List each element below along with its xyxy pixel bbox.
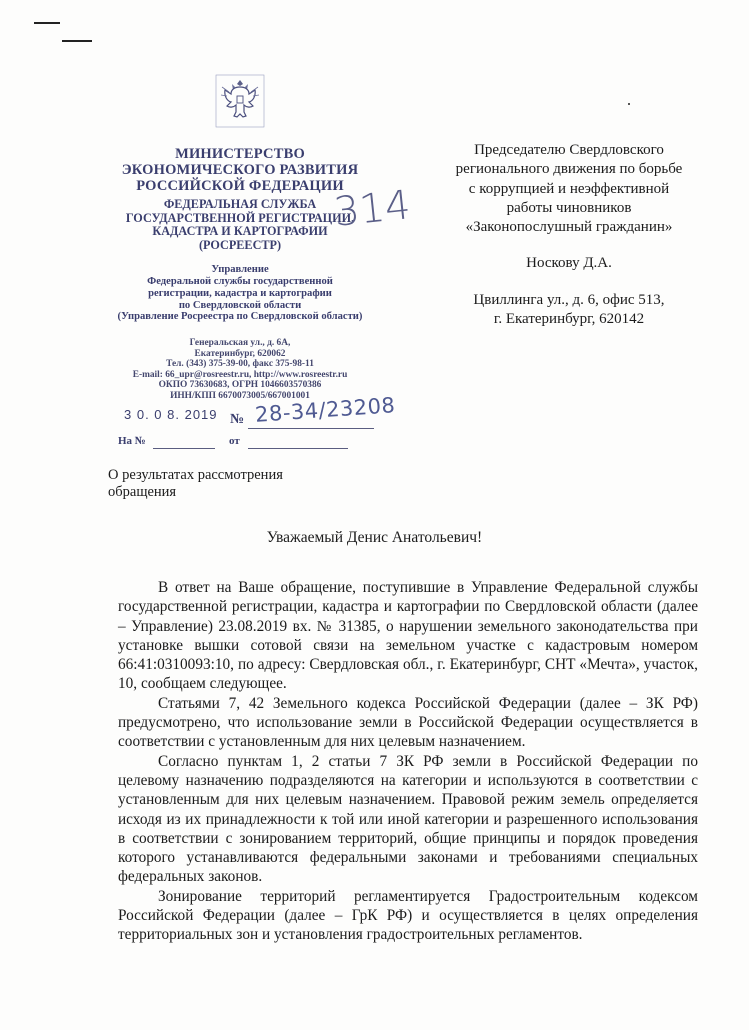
contact-line: Тел. (343) 375-39-00, факс 375-98-11 <box>166 359 314 370</box>
service-line: ФЕДЕРАЛЬНАЯ СЛУЖБА <box>163 197 317 211</box>
date-stamp: 3 0. 0 8. 2019 <box>124 407 218 422</box>
ministry-line: ЭКОНОМИЧЕСКОГО РАЗВИТИЯ <box>121 162 359 179</box>
handwritten-mark: 314 <box>331 182 413 236</box>
salutation: Уважаемый Денис Анатольевич! <box>266 529 483 546</box>
recipient-block <box>440 141 698 329</box>
contact-line: ИНН/КПП 6670073005/667001001 <box>170 390 310 401</box>
department-line: Федеральной службы государственной <box>147 275 333 287</box>
reference-number-line <box>153 448 215 449</box>
ministry-line: МИНИСТЕРСТВО <box>175 146 305 162</box>
department-line: Управление <box>211 264 269 275</box>
ministry-line: РОССИЙСКОЙ ФЕДЕРАЦИИ <box>136 178 344 195</box>
department-name <box>92 264 388 323</box>
sender-contacts <box>92 338 388 401</box>
ministry-name <box>92 146 388 195</box>
subject-line: обращения <box>108 484 177 500</box>
reference-number-label: На № <box>118 435 146 447</box>
handwritten-outgoing-number: 28-34/23208 <box>254 393 397 427</box>
recipient-org-line: с коррупцией и неэффективной <box>468 180 670 197</box>
service-line: КАДАСТРА И КАРТОГРАФИИ <box>152 224 328 239</box>
service-line: (РОСРЕЕСТР) <box>199 237 281 252</box>
scan-mark-bottom <box>62 40 92 42</box>
body-paragraph: Статьями 7, 42 Земельного кодекса Российской Федерации (далее – ЗК РФ) предусмотрено, что использование земли в Российской Федерации осуществляется в соответствии с установленным для них целевым назначением. <box>118 694 698 751</box>
number-sign: № <box>230 412 245 427</box>
department-line: (Управление Росреестра по Свердловской области) <box>117 311 363 323</box>
recipient-address-line: г. Екатеринбург, 620142 <box>493 311 645 328</box>
reference-from-row <box>229 435 240 447</box>
body-paragraph: Согласно пунктам 1, 2 статьи 7 ЗК РФ земли в Российской Федерации по целевому назначению подразделяются на категории и используются в соответствии с установленным для них целевым назначением. Правовой режим земель определяется исходя из их принадлежности к той или иной категории и разрешенного использования в соответствии с зонированием территорий, общие принципы и порядок проведения которого устанавливаются федеральными законами и требованиями специальных федеральных законов. <box>118 752 698 886</box>
coat-of-arms-icon <box>215 74 265 128</box>
department-line: по Свердловской области <box>178 299 302 311</box>
subject-line: О результатах рассмотрения <box>108 467 283 483</box>
contact-line: ОКПО 73630683, ОГРН 1046603570386 <box>158 380 322 391</box>
reference-row <box>118 435 146 447</box>
department-line: регистрации, кадастра и картографии <box>148 287 332 299</box>
recipient-address-line: Цвиллинга ул., д. 6, офис 513, <box>473 291 665 308</box>
reference-from-label: от <box>229 435 240 447</box>
body-paragraph: Зонирование территорий регламентируется Градостроительным кодексом Российской Федерации (далее – ГрК РФ) и осуществляется в целях определения территориальных зон и установления градостроительных регламентов. <box>118 887 698 944</box>
number-underline <box>248 428 374 429</box>
recipient-org-line: «Законопослушный гражданин» <box>465 219 673 236</box>
letter-body <box>118 578 698 945</box>
recipient-org-line: Председателю Свердловского <box>474 142 664 158</box>
scan-speck <box>628 103 630 105</box>
recipient-name: Носкову Д.А. <box>526 255 612 272</box>
reference-date-line <box>248 448 348 449</box>
recipient-org-line: работы чиновников <box>506 199 632 216</box>
contact-line: Екатеринбург, 620062 <box>194 348 286 359</box>
scan-mark-top <box>34 22 60 24</box>
body-paragraph: В ответ на Ваше обращение, поступившие в Управление Федеральной службы государственной регистрации, кадастра и картографии по Свердловской области (далее – Управление) 23.08.2019 вх. № 31385, о нарушении земельного законодательства при установке вышки сотовой связи на земельном участке с кадастровым номером 66:41:0310093:10, по адресу: Свердловская обл., г. Екатеринбург, СНТ «Мечта», участок, 10, сообщаем следующее. <box>118 579 698 693</box>
service-line: ГОСУДАРСТВЕННОЙ РЕГИСТРАЦИИ, <box>125 210 355 225</box>
contact-line: E-mail: 66_upr@rosreestr.ru, http://www.rosreestr.ru <box>132 369 348 380</box>
recipient-org-line: регионального движения по борьбе <box>455 161 683 178</box>
letter-subject <box>108 467 283 501</box>
contact-line: Генеральская ул., д. 6А, <box>189 338 291 348</box>
